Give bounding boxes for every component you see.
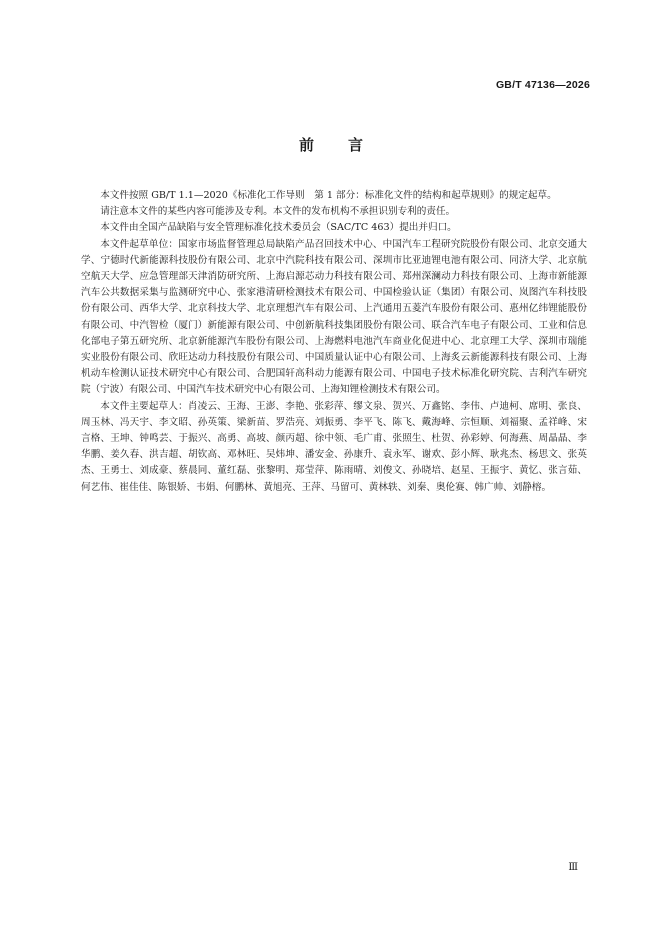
paragraph-drafting-rules: 本文件按照 GB/T 1.1—2020《标准化工作导则 第 1 部分：标准化文件的结构和起草规则》的规定起草。 — [100, 190, 557, 201]
standard-code: GB/T 47136—2026 — [495, 79, 590, 91]
paragraph-proposer: 本文件由全国产品缺陷与安全管理标准化技术委员会（SAC/TC 463）提出并归口。 — [100, 222, 457, 234]
paragraph-drafting-units: 本文件起草单位：国家市场监督管理总局缺陷产品召回技术中心、中国汽车工程研究院股份有限公司、北京交通大学、宁德时代新能源科技股份有限公司、北京中汽院科技有限公司、深圳市比亚迪锂电池有限公司、同济大学、北京航空航天大学、应急管理部天津消防研究所、上海启源芯动力科技有限公司、郑州深澜动力科技有限公司、上海市新能源汽车公共数据采集与监测研究中心、张家港清研检测技术有限公司、中国检验认证（集团）有限公司、岚图汽车科技股份有限公司、西华大学、北京科技大学、北京理想汽车有限公司、上汽通用五菱汽车股份有限公司、惠州亿纬锂能股份有限公司、中汽智检（厦门）新能源有限公司、中创新航科技集团股份有限公司、联合汽车电子有限公司、工业和信息化部电子第五研究所、北京新能源汽车股份有限公司、上海燃料电池汽车商业化促进中心、北京理工大学、深圳市瑞能实业股份有限公司、欣旺达动力科技股份有限公司、中国质量认证中心有限公司、上海炙云新能源科技有限公司、上海机动车检测认证技术研究中心有限公司、合肥国轩高科动力能源有限公司、中国电子技术标准化研究院、吉利汽车研究院（宁波）有限公司、中国汽车技术研究中心有限公司、上海知锂检测技术有限公司。 — [81, 238, 587, 396]
paragraph-patent-notice: 请注意本文件的某些内容可能涉及专利。本文件的发布机构不承担识别专利的责任。 — [100, 206, 456, 218]
paragraph-drafters: 本文件主要起草人：肖凌云、王海、王澎、李艳、张彩萍、缪文泉、贺兴、万鑫铭、李伟、卢迪柯、席明、张良、周玉林、冯天宇、李文昭、孙英策、梁新苗、罗浩亮、刘振勇、李平飞、陈飞、戴海峰、宗恒顺、刘福聚、孟祥峰、宋言格、王坤、钟鸣芸、于振兴、高勇、高坡、颜丙超、徐中领、毛广甫、张照生、杜贺、孙彩婷、何海燕、周晶晶、李华鹏、姜久春、洪吉超、胡钦高、邓林旺、吴炜坤、潘安金、孙康升、袁永军、谢欢、彭小辉、耿兆杰、杨思文、张英杰、王勇士、刘成豪、蔡晨同、董红磊、张黎明、郑莹萍、陈雨晴、刘俊文、孙晓培、赵星、王振宇、黄忆、张言茹、何艺伟、崔佳佳、陈银娇、韦娟、何鹏林、黄旭亮、王萍、马留可、黄林轶、刘秦、奥伦赛、韩广帅、刘静榕。 — [81, 400, 587, 493]
preface-body — [81, 188, 587, 496]
page-title: 前言 — [298, 136, 397, 154]
page-number: Ⅲ — [568, 862, 578, 873]
